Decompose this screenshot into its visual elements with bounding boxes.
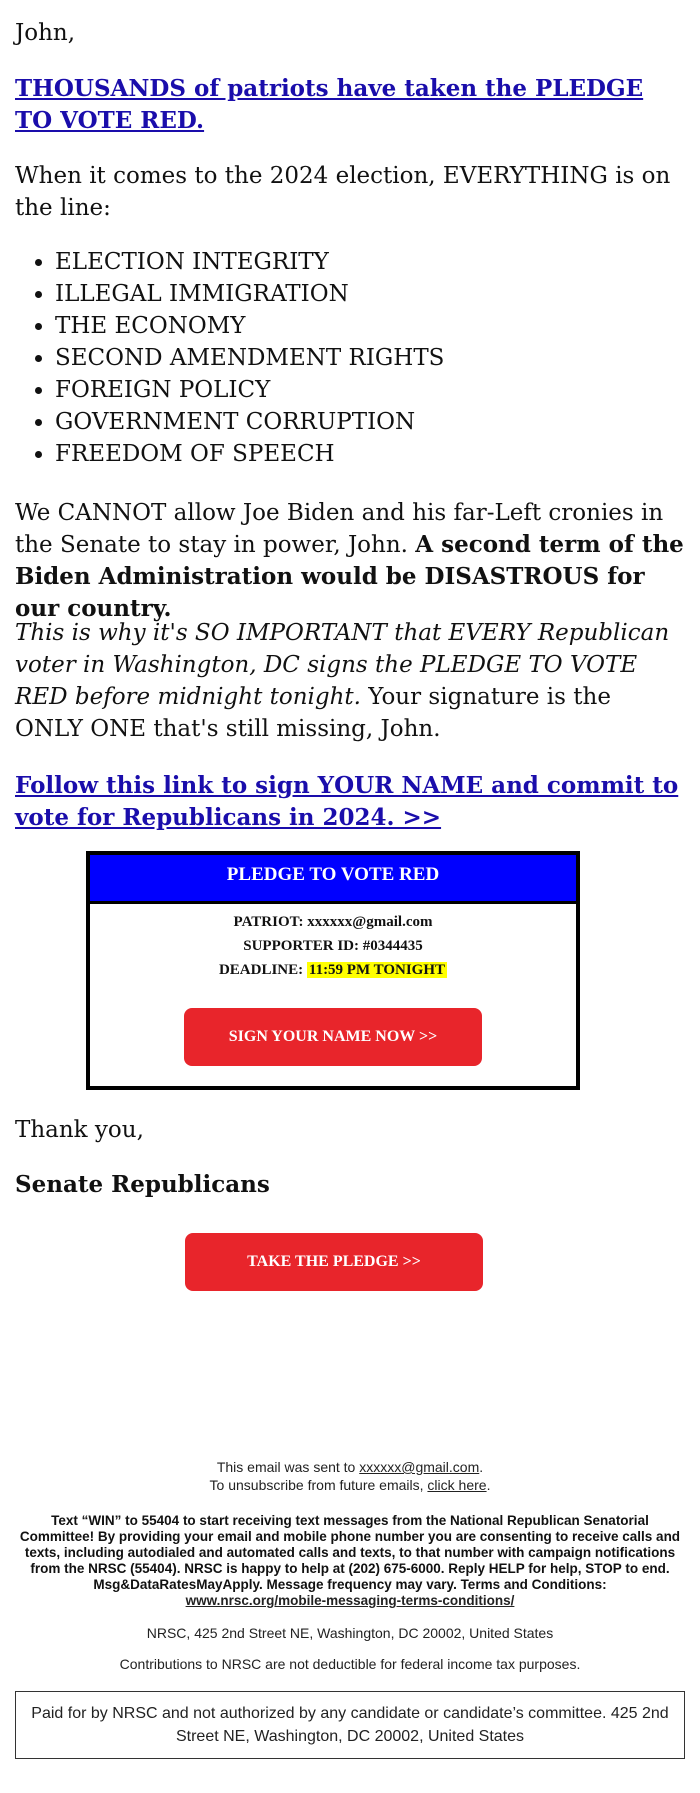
pledge-button-wrap — [185, 1233, 483, 1291]
supporter-label: SUPPORTER ID: — [243, 938, 363, 954]
importance-paragraph-text: Your signature is the ONLY ONE that's still missing, John. — [15, 684, 611, 742]
list-item: • ELECTION INTEGRITY — [55, 246, 444, 278]
headline-link[interactable]: THOUSANDS of patriots have taken the PLEDGE TO VOTE RED. — [15, 75, 644, 134]
patriot-value: xxxxxx@gmail.com — [307, 914, 433, 930]
patriot-label: PATRIOT: — [233, 914, 308, 930]
list-item: • THE ECONOMY — [55, 310, 444, 342]
patriot-line — [90, 910, 576, 934]
footer-address: NRSC, 425 2nd Street NE, Washington, DC 20002, United States — [146, 1625, 554, 1641]
sent-prefix: This email was sent to — [216, 1459, 360, 1475]
thanks-text: Thank you, — [15, 1117, 144, 1143]
unsubscribe-line — [15, 1476, 685, 1494]
footer-sms-terms — [15, 1513, 685, 1609]
sms-text: Text “WIN” to 55404 to start receiving text messages from the National Republican Senatorial Committee! By providing your email and mobile phone number you are consenting to receive calls and texts, including autodialed and automated calls and texts, to that number with campaign notifications from the NRSC (55404). NRSC is happy to help at (202) 675-6000. Reply HELP for help, STOP to end. Msg&DataRatesMayApply. Message frequency may vary. Terms and Conditions: — [19, 1513, 681, 1592]
greeting: John, — [15, 20, 76, 46]
supporter-line — [90, 934, 576, 958]
sent-line — [15, 1458, 685, 1476]
list-item: • SECOND AMENDMENT RIGHTS — [55, 342, 444, 374]
deadline-value: 11:59 PM TONIGHT — [308, 962, 446, 978]
unsubscribe-link[interactable]: click here — [427, 1477, 487, 1493]
list-item: • FREEDOM OF SPEECH — [55, 438, 444, 470]
biden-paragraph — [15, 497, 685, 625]
unsubscribe-prefix: To unsubscribe from future emails, — [209, 1477, 428, 1493]
deadline-line — [90, 958, 576, 982]
sent-email-link[interactable]: xxxxxx@gmail.com — [359, 1459, 480, 1475]
supporter-value: #0344435 — [362, 938, 423, 954]
list-item: • ILLEGAL IMMIGRATION — [55, 278, 444, 310]
importance-paragraph — [15, 617, 685, 745]
paid-for-disclaimer: Paid for by NRSC and not authorized by any candidate or candidate’s committee. 425 2nd Street NE, Washington, DC 20002, United States — [15, 1691, 685, 1759]
biden-paragraph-text: We CANNOT allow Joe Biden and his far-Left cronies in the Senate to stay in power, John. — [15, 500, 664, 558]
list-item: • GOVERNMENT CORRUPTION — [55, 406, 444, 438]
pledge-card-title: PLEDGE TO VOTE RED — [90, 855, 576, 904]
sign-name-button[interactable]: SIGN YOUR NAME NOW >> — [184, 1008, 482, 1066]
sent-suffix: . — [479, 1459, 484, 1475]
sms-terms-link[interactable]: www.nrsc.org/mobile-messaging-terms-conditions/ — [185, 1593, 515, 1608]
footer-sent — [15, 1458, 685, 1494]
list-item: • FOREIGN POLICY — [55, 374, 444, 406]
deadline-label: DEADLINE: — [218, 962, 307, 978]
issues-list — [15, 246, 444, 470]
importance-paragraph-italic: This is why it's SO IMPORTANT that EVERY Republican voter in Washington, DC signs the PLEDGE TO VOTE RED before midnight tonight. — [15, 620, 670, 710]
intro-text: When it comes to the 2024 election, EVERYTHING is on the line: — [15, 163, 671, 221]
sign-name-link[interactable]: Follow this link to sign YOUR NAME and commit to vote for Republicans in 2024. >> — [15, 772, 679, 831]
unsubscribe-suffix: . — [486, 1477, 491, 1493]
pledge-card — [86, 851, 580, 1090]
footer-contributions: Contributions to NRSC are not deductible for federal income tax purposes. — [119, 1656, 581, 1672]
signature: Senate Republicans — [15, 1171, 270, 1198]
biden-paragraph-bold: A second term of the Biden Administration would be DISASTROUS for our country. — [15, 531, 684, 622]
take-pledge-button[interactable]: TAKE THE PLEDGE >> — [185, 1233, 483, 1291]
